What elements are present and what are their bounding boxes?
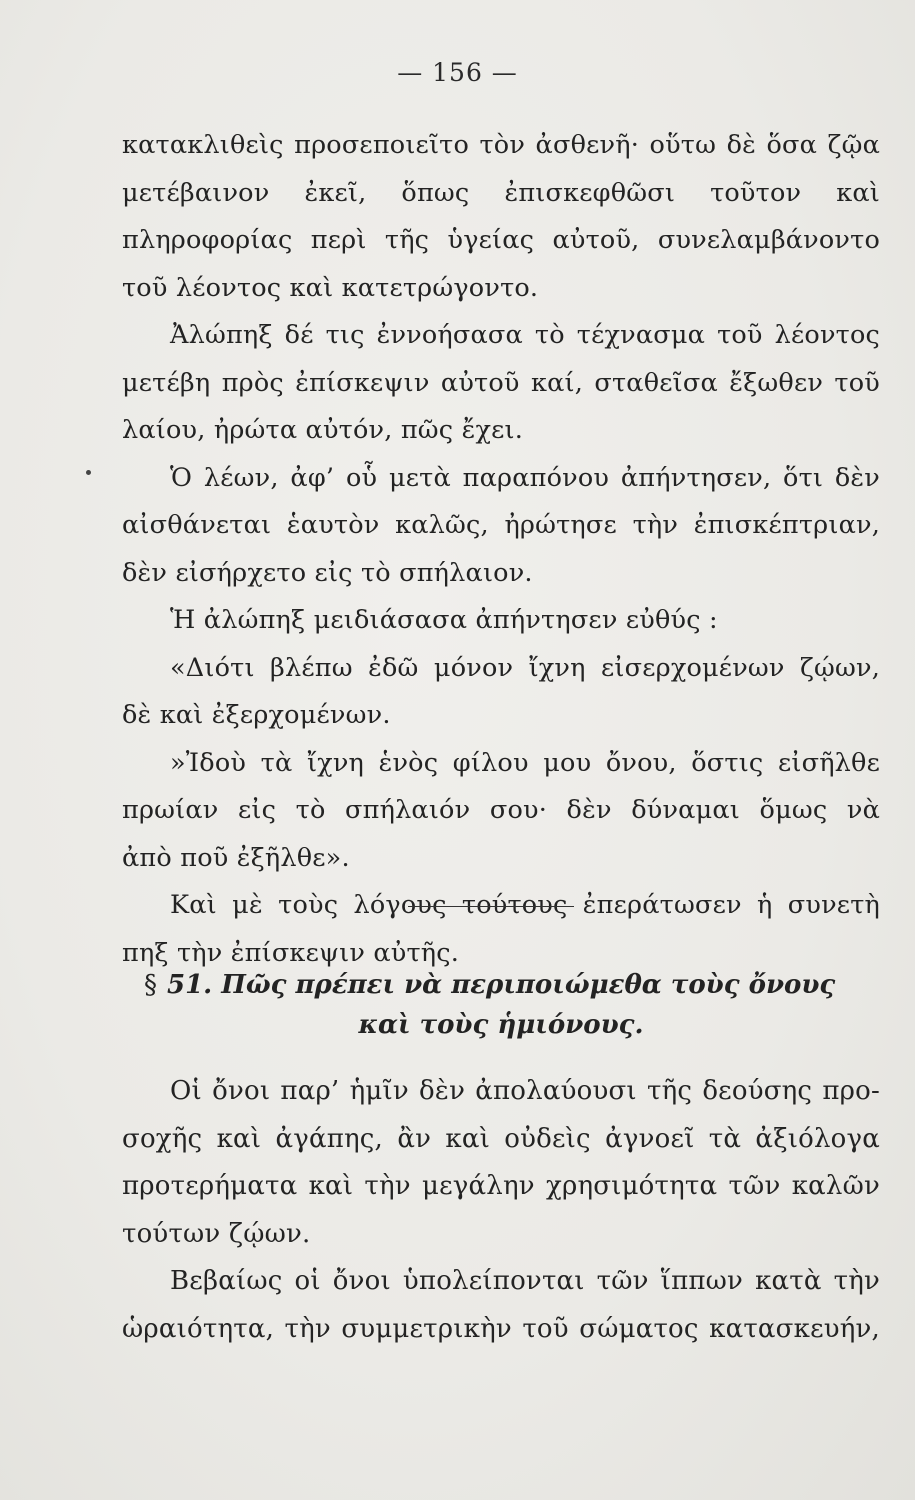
text-line: Βεβαίως οἱ ὄνοι ὑπολείπονται τῶν ἵππων κατὰ τὴν bbox=[170, 1266, 880, 1296]
text-line: σοχῆς καὶ ἀγάπης, ἂν καὶ οὐδεὶς ἀγνοεῖ τὰ ἀξιόλογα bbox=[122, 1123, 880, 1154]
text-line: ὡραιότητα, τὴν συμμετρικὴν τοῦ σώματος κατασκευήν, bbox=[122, 1313, 880, 1344]
section-heading-line-1 bbox=[122, 965, 880, 1005]
text-line: «Διότι βλέπω ἐδῶ μόνον ἴχνη εἰσερχομένων ζῴων, bbox=[170, 652, 880, 683]
body-text bbox=[122, 122, 880, 977]
text-line: Καὶ μὲ τοὺς λόγους τούτους ἐπεράτωσεν ἡ συνετὴ bbox=[170, 890, 880, 920]
page-number: — 156 — bbox=[397, 58, 518, 87]
text-line: αἰσθάνεται ἑαυτὸν καλῶς, ἠρώτησε τὴν ἐπισκέπτριαν, bbox=[122, 510, 880, 540]
section-body-text bbox=[122, 1068, 880, 1353]
section-heading bbox=[122, 965, 880, 1045]
text-line: προτερήματα καὶ τὴν μεγάλην χρησιμότητα τῶν καλῶν bbox=[122, 1171, 880, 1201]
text-line: μετέβη πρὸς ἐπίσκεψιν αὐτοῦ καί, σταθεῖσα ἔξωθεν τοῦ bbox=[122, 367, 880, 398]
text-line: δὲ καὶ ἐξερχομένων. bbox=[122, 700, 391, 730]
text-line: Ἡ ἀλώπηξ μειδιάσασα ἀπήντησεν εὐθύς : bbox=[170, 605, 718, 635]
section-title-line-2: καὶ τοὺς ἡμιόνους. bbox=[358, 1010, 644, 1040]
text-line: ἀπὸ ποῦ ἐξῆλθε». bbox=[122, 842, 350, 873]
text-line: τούτων ζῴων. bbox=[122, 1218, 311, 1249]
text-line: Ὁ λέων, ἀφ’ οὗ μετὰ παραπόνου ἀπήντησεν, ὅτι δὲν bbox=[170, 462, 880, 493]
text-line: λαίου, ἠρώτα αὐτόν, πῶς ἔχει. bbox=[122, 415, 524, 445]
text-line: μετέβαινον ἐκεῖ, ὅπως ἐπισκεφθῶσι τοῦτον καὶ bbox=[122, 177, 880, 208]
section-divider bbox=[408, 906, 574, 907]
section-symbol: § bbox=[144, 970, 157, 1000]
text-line: Οἱ ὄνοι παρ’ ἡμῖν δὲν ἀπολαύουσι τῆς δεούσης προ- bbox=[170, 1076, 880, 1106]
section-number: 51. bbox=[167, 970, 213, 1000]
text-line: »Ἰδοὺ τὰ ἴχνη ἑνὸς φίλου μου ὄνου, ὅστις εἰσῆλθε bbox=[170, 747, 880, 778]
ink-speck bbox=[86, 470, 91, 475]
text-line: δὲν εἰσήρχετο εἰς τὸ σπήλαιον. bbox=[122, 557, 533, 588]
text-line: πληροφορίας περὶ τῆς ὑγείας αὐτοῦ, συνελαμβάνοντο bbox=[122, 225, 880, 255]
text-line: κατακλιθεὶς προσεποιεῖτο τὸν ἀσθενῆ· οὕτω δὲ ὅσα ζῷα bbox=[122, 130, 880, 160]
section-title-line-1: Πῶς πρέπει νὰ περιποιώμεθα τοὺς ὄνους bbox=[221, 970, 836, 1000]
text-line: τοῦ λέοντος καὶ κατετρώγοντο. bbox=[122, 272, 539, 303]
text-line: πηξ τὴν ἐπίσκεψιν αὐτῆς. bbox=[122, 937, 460, 968]
text-line: Ἀλώπηξ δέ τις ἐννοήσασα τὸ τέχνασμα τοῦ λέοντος bbox=[170, 320, 880, 350]
text-line: πρωίαν εἰς τὸ σπήλαιόν σου· δὲν δύναμαι ὅμως νὰ bbox=[122, 795, 880, 825]
